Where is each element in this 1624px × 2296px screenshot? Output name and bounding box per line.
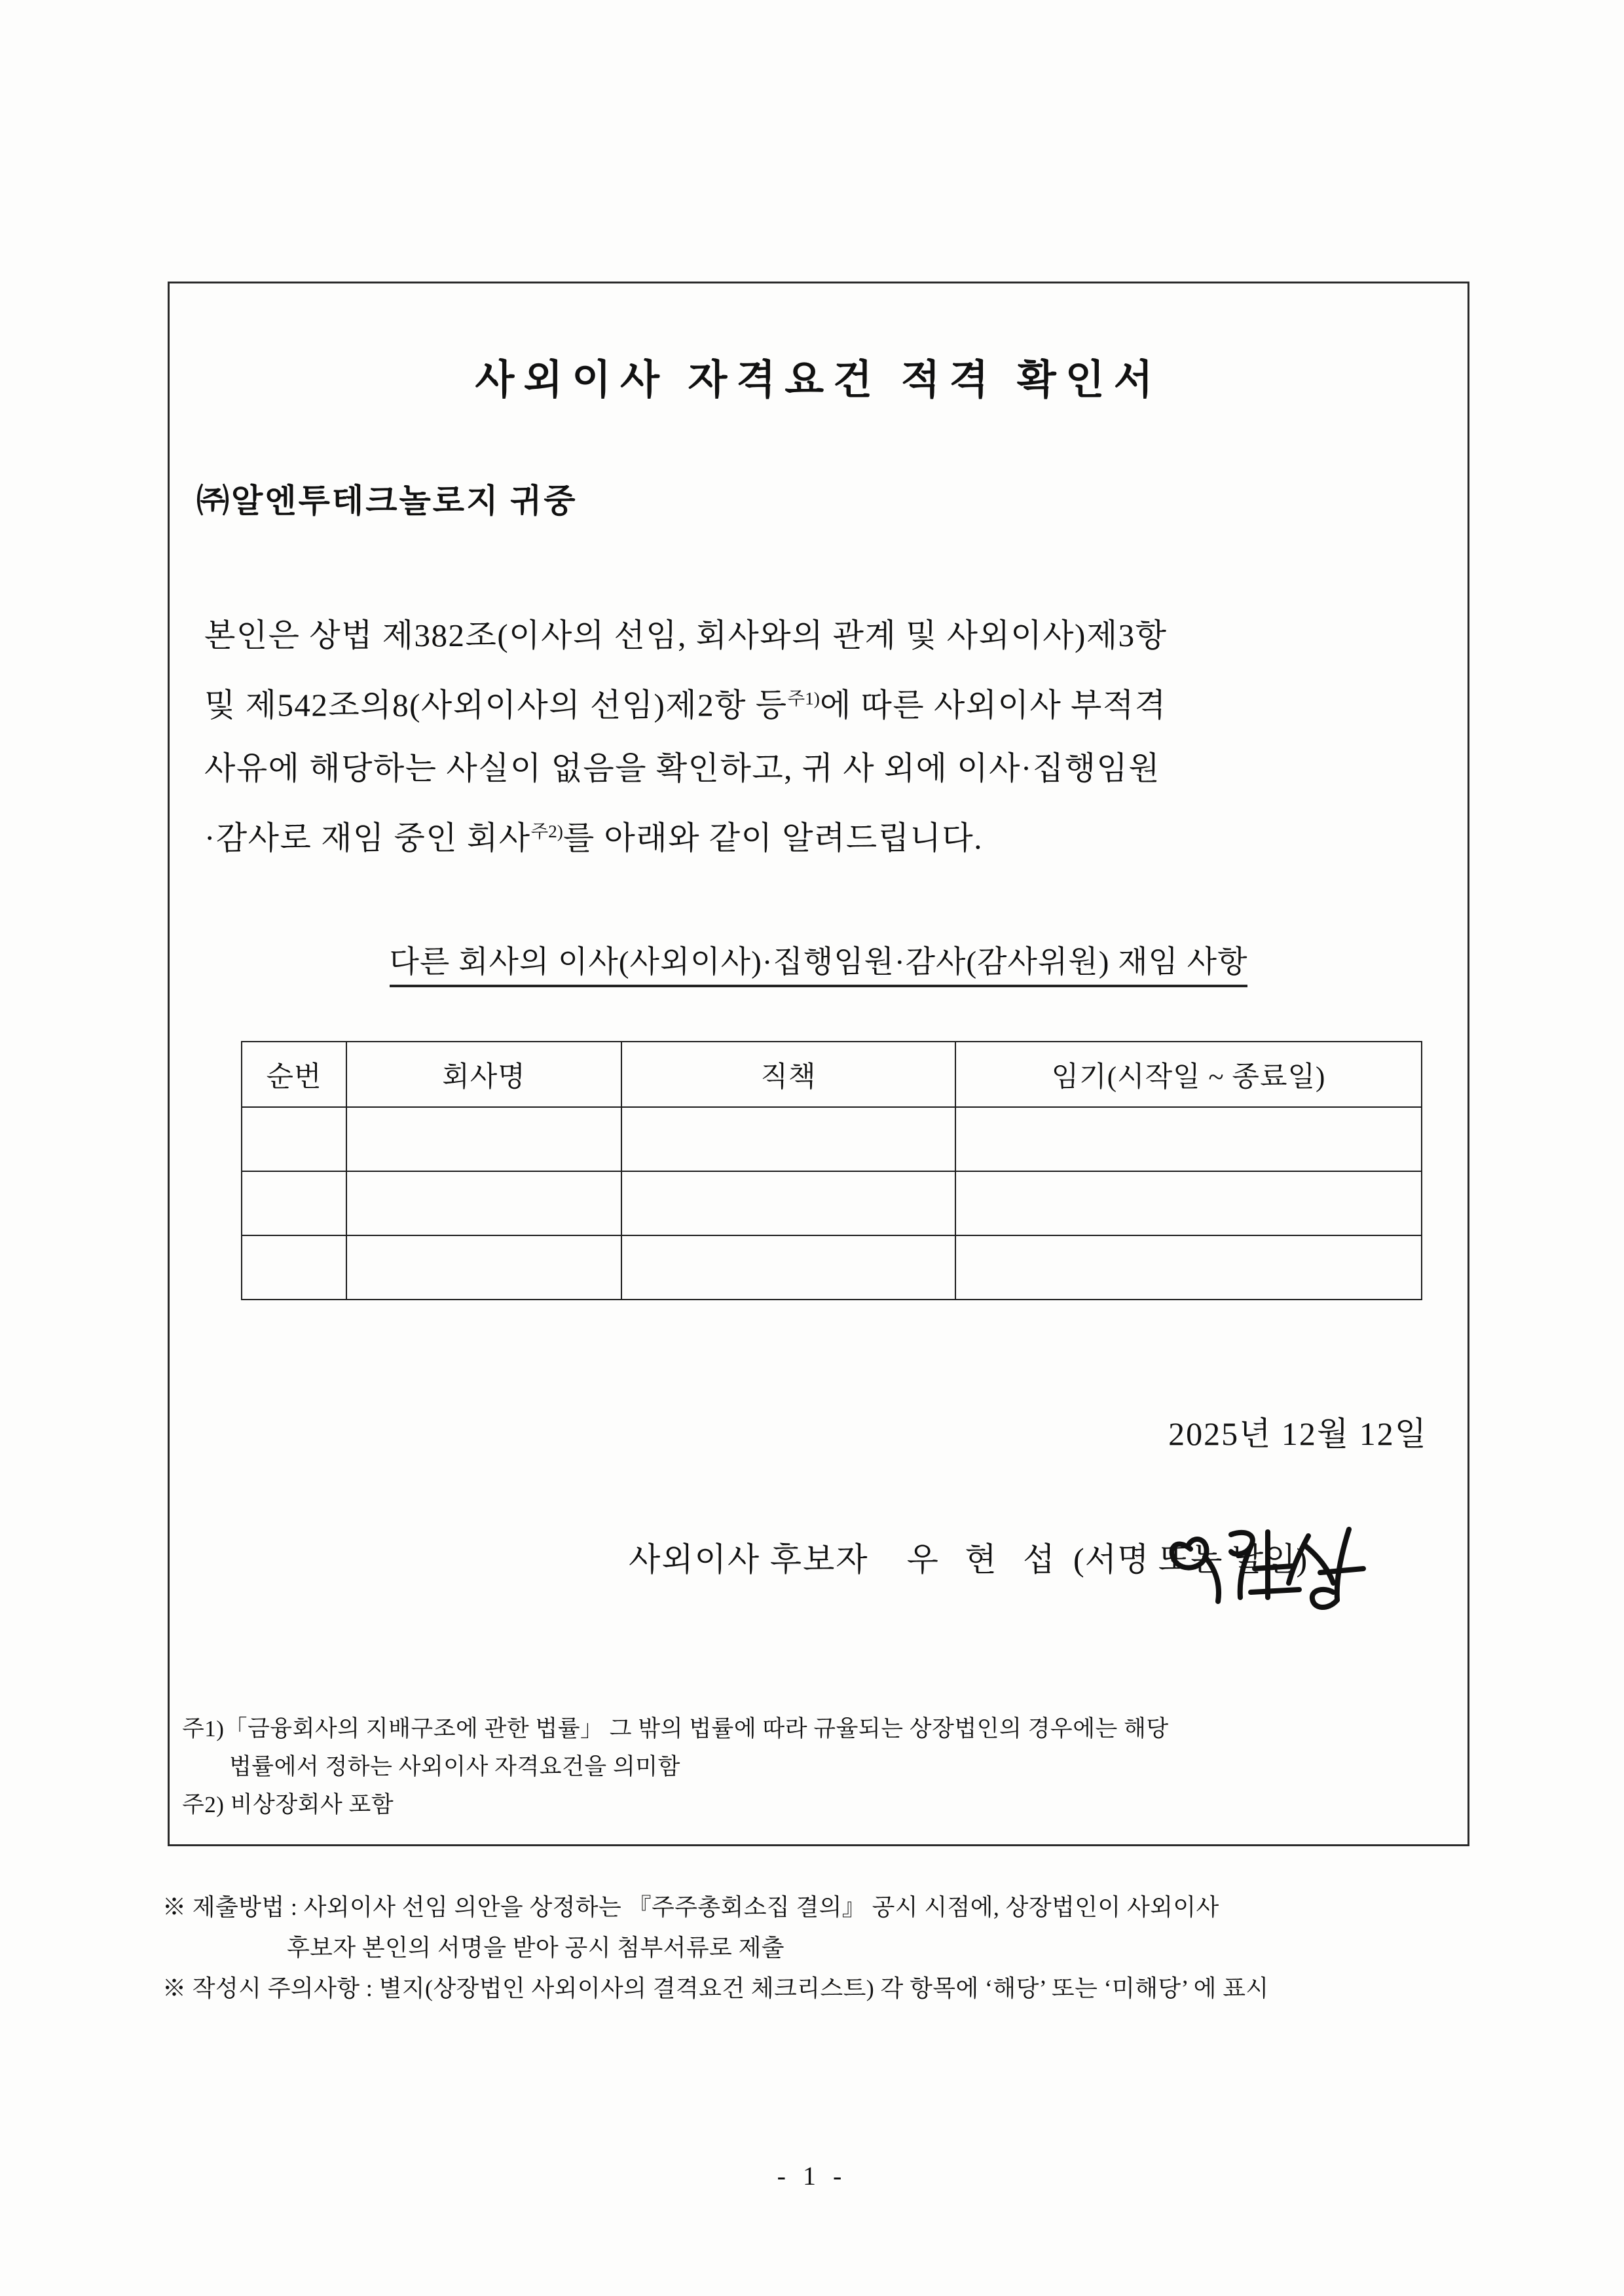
body-line-1: 본인은 상법 제382조(이사의 선임, 회사와의 관계 및 사외이사)제3항 bbox=[204, 617, 1168, 653]
body-line-4 bbox=[204, 800, 1435, 869]
signing-date: 2025년 12월 12일 bbox=[1168, 1415, 1428, 1452]
cell-no[interactable] bbox=[242, 1107, 346, 1171]
table-row bbox=[242, 1171, 1422, 1235]
cell-term[interactable] bbox=[955, 1171, 1422, 1235]
page-title: 사외이사 자격요건 적격 확인서 bbox=[475, 358, 1162, 403]
cell-role[interactable] bbox=[621, 1235, 955, 1300]
body-line-4-text-a: ·감사로 재임 중인 회사 bbox=[204, 820, 531, 856]
footnote-ref-2: 주2) bbox=[530, 822, 563, 842]
submission-notices bbox=[162, 1887, 1511, 2009]
cell-no[interactable] bbox=[242, 1235, 346, 1300]
footnote-1-line-1: 주1)「금융회사의 지배구조에 관한 법률」 그 밖의 법률에 따라 규율되는 상장법인의 경우에는 해당 bbox=[182, 1716, 1169, 1741]
column-header-company: 회사명 bbox=[346, 1042, 621, 1107]
notice-2: ※ 작성시 주의사항 : 별지(상장법인 사외이사의 결격요건 체크리스트) 각 항목에 ‘해당’ 또는 ‘미해당’ 에 표시 bbox=[162, 1975, 1269, 2001]
cell-term[interactable] bbox=[955, 1107, 1422, 1171]
table-caption-text: 다른 회사의 이사(사외이사)·집행임원·감사(감사위원) 재임 사항 bbox=[390, 945, 1248, 987]
seal-note: (서명 또는 날인) bbox=[1073, 1541, 1308, 1578]
footnote-ref-1: 주1) bbox=[787, 689, 820, 708]
body-paragraph bbox=[204, 604, 1435, 870]
column-header-term: 임기(시작일 ~ 종료일) bbox=[955, 1042, 1422, 1107]
footnote-2: 주2) 비상장회사 포함 bbox=[182, 1792, 394, 1817]
body-line-2-text-a: 및 제542조의8(사외이사의 선임)제2항 등 bbox=[204, 687, 788, 723]
cell-term[interactable] bbox=[955, 1235, 1422, 1300]
notice-1-line-2: 후보자 본인의 서명을 받아 공시 첨부서류로 제출 bbox=[287, 1935, 784, 1961]
table-caption bbox=[168, 938, 1469, 981]
cell-role[interactable] bbox=[621, 1171, 955, 1235]
footnotes bbox=[182, 1710, 1459, 1824]
body-line-3: 사유에 해당하는 사실이 없음을 확인하고, 귀 사 외에 이사·집행임원 bbox=[204, 750, 1161, 787]
cell-company[interactable] bbox=[346, 1171, 621, 1235]
addressee-company: ㈜알엔투테크놀로지 귀중 bbox=[196, 483, 578, 519]
cell-company[interactable] bbox=[346, 1107, 621, 1171]
signature-line bbox=[629, 1533, 1308, 1580]
body-line-2-text-b: 에 따른 사외이사 부적격 bbox=[819, 687, 1167, 723]
page-number: - 1 - bbox=[777, 2161, 847, 2191]
table-body bbox=[242, 1107, 1422, 1300]
concurrent-positions-table bbox=[241, 1041, 1422, 1300]
cell-no[interactable] bbox=[242, 1171, 346, 1235]
table-row bbox=[242, 1107, 1422, 1171]
column-header-no: 순번 bbox=[242, 1042, 346, 1107]
signature-role-label: 사외이사 후보자 bbox=[629, 1541, 869, 1578]
cell-role[interactable] bbox=[621, 1107, 955, 1171]
body-line-2 bbox=[204, 667, 1435, 737]
footnote-1-line-2: 법률에서 정하는 사외이사 자격요건을 의미함 bbox=[229, 1754, 680, 1779]
column-header-role: 직책 bbox=[621, 1042, 955, 1107]
body-line-4-text-b: 를 아래와 같이 알려드립니다. bbox=[563, 820, 983, 856]
table-header bbox=[242, 1042, 1422, 1107]
notice-1-line-1: ※ 제출방법 : 사외이사 선임 의안을 상정하는 『주주총회소집 결의』 공시 시점에, 상장법인이 사외이사 bbox=[162, 1894, 1219, 1920]
table-header-row bbox=[242, 1042, 1422, 1107]
table-row bbox=[242, 1235, 1422, 1300]
cell-company[interactable] bbox=[346, 1235, 621, 1300]
signatory-name: 우 현 섭 bbox=[906, 1541, 1064, 1578]
